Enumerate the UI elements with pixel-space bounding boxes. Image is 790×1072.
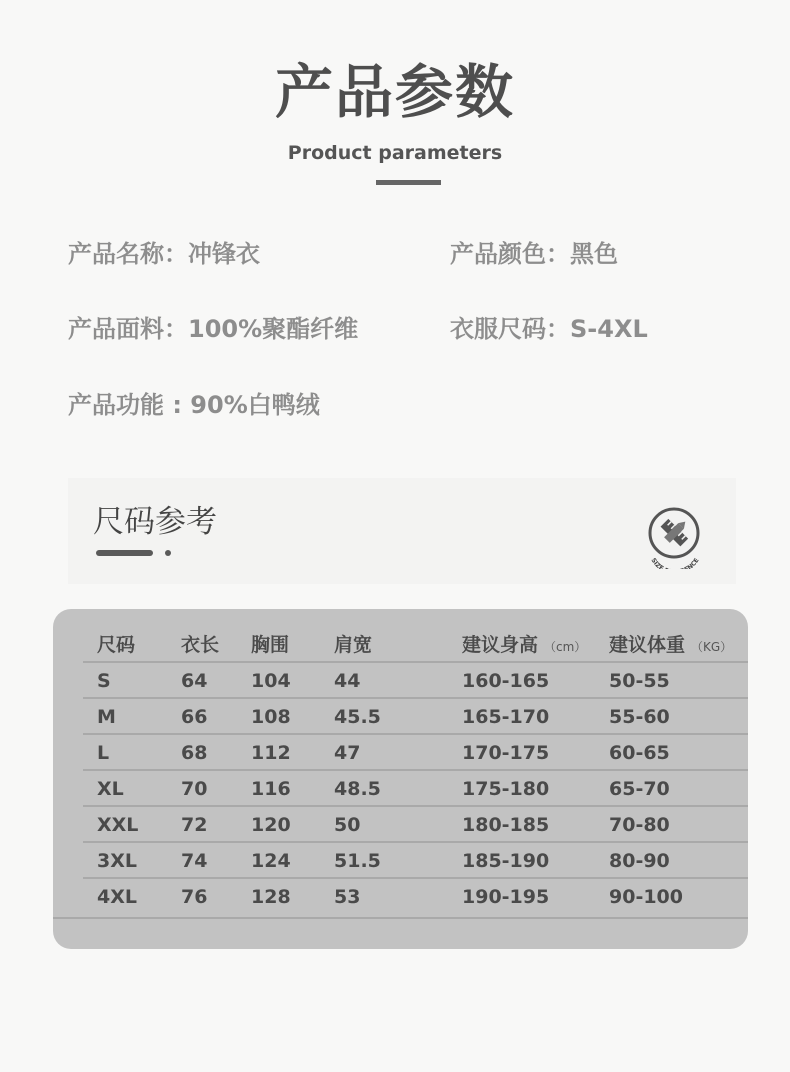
- cell-weight: 70-80: [609, 814, 670, 836]
- param-product-function: 产品功能 : 90%白鸭绒: [68, 391, 320, 419]
- cell-chest: 116: [251, 778, 291, 800]
- height-unit: （cm）: [544, 640, 587, 654]
- cell-shoulder: 48.5: [334, 778, 381, 800]
- cell-height: 185-190: [462, 850, 550, 872]
- cell-weight: 65-70: [609, 778, 670, 800]
- page-title: 产品参数: [274, 58, 515, 126]
- title-underline-bar: [96, 550, 153, 556]
- cell-chest: 128: [251, 886, 291, 908]
- cell-size: L: [97, 742, 110, 764]
- cell-size: 4XL: [97, 886, 137, 908]
- cell-length: 72: [181, 814, 208, 836]
- cell-size: S: [97, 670, 111, 692]
- cell-chest: 104: [251, 670, 291, 692]
- table-row: [83, 807, 748, 843]
- cell-weight: 50-55: [609, 670, 670, 692]
- table-row: [83, 735, 748, 771]
- svg-text:SIZE REFERENCE: [649, 557, 700, 569]
- cell-chest: 112: [251, 742, 291, 764]
- table-row: [83, 771, 748, 807]
- cell-shoulder: 45.5: [334, 706, 381, 728]
- size-table: [53, 609, 748, 949]
- cell-height: 190-195: [462, 886, 550, 908]
- cell-length: 66: [181, 706, 208, 728]
- cell-height: 170-175: [462, 742, 550, 764]
- header-shoulder: 肩宽: [334, 634, 373, 656]
- cell-size: M: [97, 706, 116, 728]
- header-weight: 建议体重 （KG）: [609, 634, 733, 656]
- header-chest: 胸围: [251, 634, 290, 656]
- cell-weight: 55-60: [609, 706, 670, 728]
- cell-weight: 60-65: [609, 742, 670, 764]
- cell-size: 3XL: [97, 850, 137, 872]
- title-divider: [376, 180, 441, 185]
- badge-label: SIZE NCE: [649, 557, 701, 569]
- size-reference-title: 尺码参考: [93, 504, 217, 540]
- table-row: [83, 663, 748, 699]
- cell-height: 175-180: [462, 778, 550, 800]
- cell-chest: 124: [251, 850, 291, 872]
- weight-unit: （KG）: [691, 640, 733, 654]
- cell-shoulder: 53: [334, 886, 361, 908]
- param-product-name: 产品名称：冲锋衣: [68, 240, 260, 268]
- cell-length: 68: [181, 742, 208, 764]
- param-product-color: 产品颜色：黑色: [450, 240, 618, 268]
- cell-weight: 80-90: [609, 850, 670, 872]
- cell-shoulder: 51.5: [334, 850, 381, 872]
- cell-shoulder: 50: [334, 814, 361, 836]
- param-product-fabric: 产品面料：100%聚酯纤维: [68, 315, 359, 343]
- table-row: [83, 879, 748, 915]
- cell-shoulder: 47: [334, 742, 361, 764]
- cell-length: 74: [181, 850, 208, 872]
- cell-height: 160-165: [462, 670, 550, 692]
- table-row: [83, 843, 748, 879]
- cell-length: 70: [181, 778, 208, 800]
- header-size: 尺码: [97, 634, 136, 656]
- param-size-range: 衣服尺码：S-4XL: [450, 315, 648, 343]
- table-header-row: [83, 627, 748, 663]
- pencil-ruler-icon: [637, 505, 711, 569]
- cell-length: 76: [181, 886, 208, 908]
- table-bottom-divider: [53, 917, 748, 919]
- page-subtitle: Product parameters: [287, 142, 503, 164]
- cell-weight: 90-100: [609, 886, 683, 908]
- cell-chest: 108: [251, 706, 291, 728]
- cell-length: 64: [181, 670, 208, 692]
- header-height: 建议身高 （cm）: [462, 634, 587, 656]
- cell-size: XL: [97, 778, 124, 800]
- header-length: 衣长: [181, 634, 220, 656]
- title-underline-dot: [165, 550, 171, 556]
- table-row: [83, 699, 748, 735]
- cell-chest: 120: [251, 814, 291, 836]
- cell-size: XXL: [97, 814, 139, 836]
- cell-shoulder: 44: [334, 670, 361, 692]
- cell-height: 165-170: [462, 706, 550, 728]
- cell-height: 180-185: [462, 814, 550, 836]
